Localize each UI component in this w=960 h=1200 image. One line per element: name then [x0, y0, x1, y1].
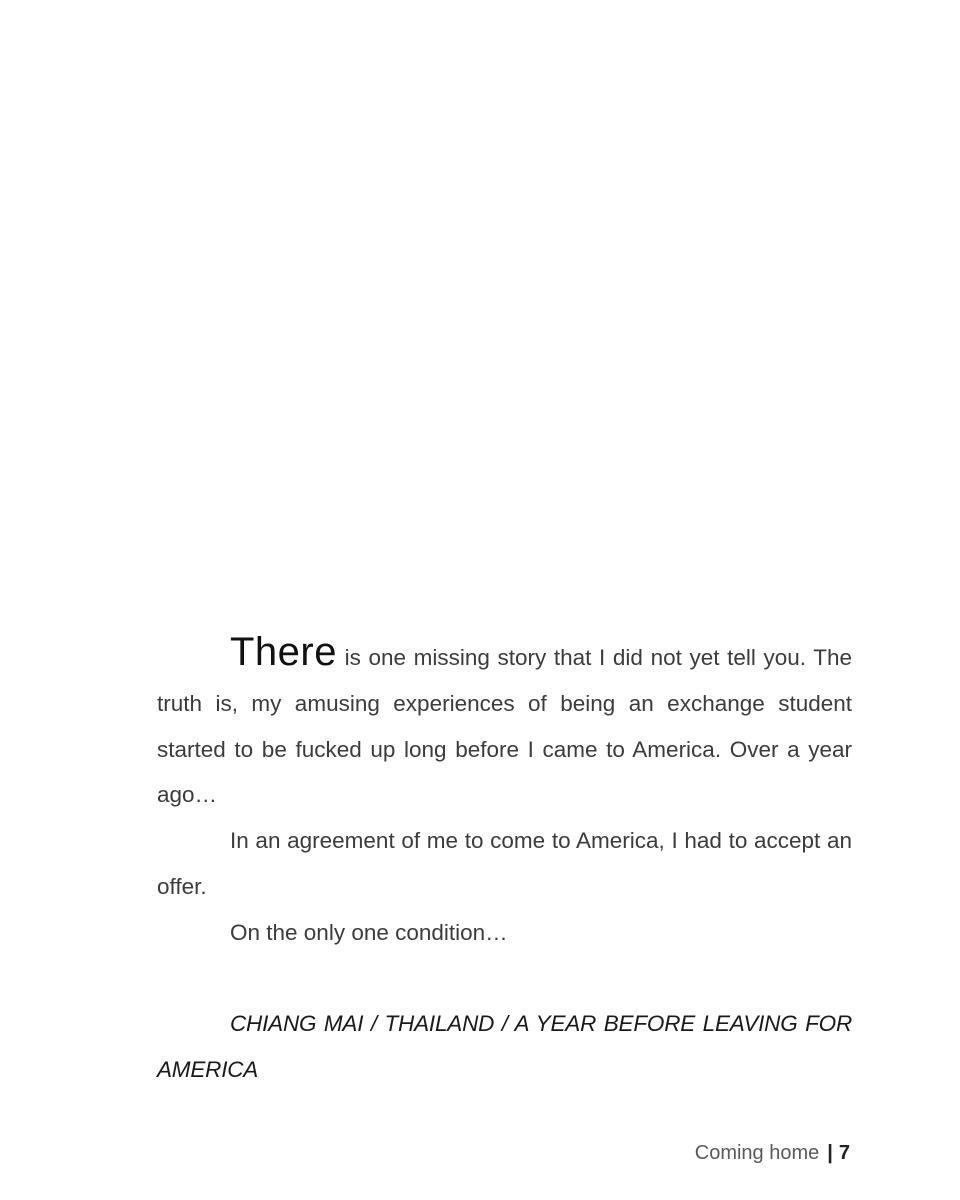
chapter-title: Coming home: [694, 1142, 820, 1164]
condition-paragraph: On the only one condition…: [230, 919, 508, 945]
footer-separator: |: [827, 1142, 833, 1164]
page-number: 7: [838, 1142, 850, 1164]
story-body: [157, 630, 852, 1093]
lead-word: There: [230, 630, 337, 674]
opening-paragraph: [157, 630, 852, 818]
scene-heading: CHIANG MAI / THAILAND / A YEAR BEFORE LEAVING FOR AMERICA: [157, 1011, 852, 1083]
opening-paragraph-text: is one missing story that I did not yet tell you. The truth is, my amusing experiences of being an exchange student started to be fucked up long before I came to America. Over a year ago…: [157, 645, 852, 808]
agreement-paragraph: In an agreement of me to come to America, I had to accept an offer.: [157, 828, 852, 899]
section-spacer: [157, 956, 852, 1002]
page-footer: [695, 1142, 850, 1165]
